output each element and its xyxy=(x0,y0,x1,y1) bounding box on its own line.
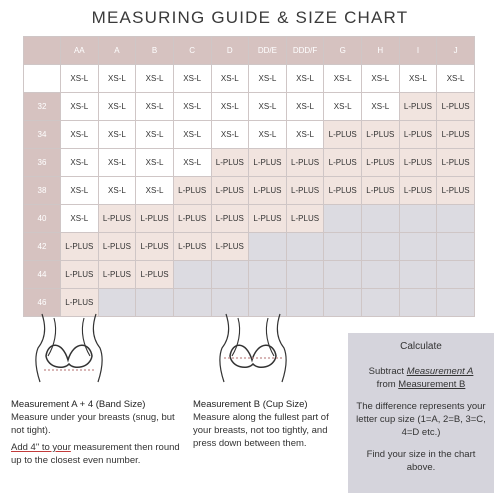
size-cell: L-PLUS xyxy=(211,149,249,177)
measurement-a-reference: Measurement A xyxy=(406,366,474,377)
size-cell: L-PLUS xyxy=(437,93,475,121)
calculate-heading: Calculate xyxy=(400,341,442,352)
size-chart-table xyxy=(23,36,475,317)
size-cell xyxy=(399,205,437,233)
size-cell xyxy=(249,233,287,261)
size-cell: XS-L xyxy=(61,177,99,205)
table-row xyxy=(24,149,475,177)
calculate-line1-pre: Subtract xyxy=(368,366,407,377)
size-cell xyxy=(362,205,400,233)
size-cell: L-PLUS xyxy=(362,177,400,205)
measurement-a-note-underlined: Add 4" to your xyxy=(11,442,71,453)
size-cell: L-PLUS xyxy=(211,205,249,233)
measurement-a-note-rest1: measurement xyxy=(70,442,132,453)
size-cell: L-PLUS xyxy=(173,205,211,233)
size-cell: XS-L xyxy=(136,93,174,121)
size-cell: XS-L xyxy=(211,93,249,121)
size-cell: L-PLUS xyxy=(98,205,136,233)
band-size-label: 30 xyxy=(24,65,61,93)
size-cell: XS-L xyxy=(61,121,99,149)
table-row xyxy=(24,233,475,261)
size-cell xyxy=(173,261,211,289)
column-header: C xyxy=(173,37,211,65)
size-cell: L-PLUS xyxy=(98,233,136,261)
size-cell: XS-L xyxy=(61,93,99,121)
size-cell: XS-L xyxy=(173,149,211,177)
measurement-b-text: Measure along the fullest part of your breasts, not too tightly, and press down between them. xyxy=(193,412,329,449)
column-header: DDD/F xyxy=(286,37,324,65)
calculate-box xyxy=(348,333,494,493)
table-corner xyxy=(24,37,61,65)
size-cell: L-PLUS xyxy=(437,177,475,205)
size-cell xyxy=(136,289,174,317)
size-cell: L-PLUS xyxy=(211,233,249,261)
size-cell: XS-L xyxy=(61,205,99,233)
column-header: AA xyxy=(61,37,99,65)
size-cell: L-PLUS xyxy=(173,233,211,261)
size-cell: XS-L xyxy=(98,65,136,93)
band-size-label: 38 xyxy=(24,177,61,205)
column-header: H xyxy=(362,37,400,65)
size-cell: L-PLUS xyxy=(286,177,324,205)
size-cell xyxy=(286,233,324,261)
table-row xyxy=(24,93,475,121)
size-cell: L-PLUS xyxy=(98,261,136,289)
size-cell xyxy=(362,261,400,289)
size-cell: XS-L xyxy=(362,93,400,121)
column-header: B xyxy=(136,37,174,65)
size-cell: XS-L xyxy=(437,65,475,93)
size-cell xyxy=(437,261,475,289)
size-cell: L-PLUS xyxy=(286,149,324,177)
size-cell: XS-L xyxy=(324,93,362,121)
band-size-label: 34 xyxy=(24,121,61,149)
size-cell xyxy=(362,289,400,317)
size-cell: XS-L xyxy=(173,93,211,121)
page-title: MEASURING GUIDE & SIZE CHART xyxy=(91,8,409,27)
size-cell: L-PLUS xyxy=(324,177,362,205)
size-cell: XS-L xyxy=(399,65,437,93)
measurement-b-caption xyxy=(193,398,343,450)
size-cell: L-PLUS xyxy=(324,121,362,149)
size-cell: XS-L xyxy=(136,121,174,149)
size-cell: L-PLUS xyxy=(362,121,400,149)
size-cell xyxy=(437,289,475,317)
size-cell: XS-L xyxy=(98,93,136,121)
band-size-label: 44 xyxy=(24,261,61,289)
size-cell xyxy=(211,261,249,289)
band-size-label: 32 xyxy=(24,93,61,121)
size-cell: XS-L xyxy=(173,121,211,149)
size-cell: L-PLUS xyxy=(136,261,174,289)
size-cell: L-PLUS xyxy=(249,149,287,177)
measurement-b-reference: Measurement B xyxy=(398,379,466,390)
table-row xyxy=(24,65,475,93)
size-cell xyxy=(324,261,362,289)
size-cell: L-PLUS xyxy=(211,177,249,205)
calculate-line2: The difference represents your letter cup size (1=A, 2=B, 3=C, 4=D etc.) xyxy=(356,401,486,438)
size-cell: L-PLUS xyxy=(249,177,287,205)
size-cell: XS-L xyxy=(249,65,287,93)
size-cell: XS-L xyxy=(98,177,136,205)
size-cell: XS-L xyxy=(136,149,174,177)
size-cell: L-PLUS xyxy=(437,121,475,149)
bra-band-measure-icon xyxy=(24,312,114,384)
table-header-row xyxy=(24,37,475,65)
size-cell: L-PLUS xyxy=(173,177,211,205)
size-cell xyxy=(399,261,437,289)
size-cell: L-PLUS xyxy=(61,289,99,317)
size-cell xyxy=(399,233,437,261)
band-size-label: 46 xyxy=(24,289,61,317)
calculate-line1-mid: from xyxy=(376,379,399,390)
table-row xyxy=(24,121,475,149)
size-cell xyxy=(324,289,362,317)
size-cell: L-PLUS xyxy=(286,205,324,233)
size-cell: L-PLUS xyxy=(399,121,437,149)
measurement-a-caption xyxy=(11,398,181,467)
measurement-a-text: Measure under your breasts (snug, but not tight). xyxy=(11,412,175,436)
size-cell: XS-L xyxy=(286,65,324,93)
size-cell: L-PLUS xyxy=(61,261,99,289)
size-cell: L-PLUS xyxy=(61,233,99,261)
size-cell: XS-L xyxy=(249,93,287,121)
size-cell: XS-L xyxy=(61,65,99,93)
size-cell xyxy=(173,289,211,317)
measurement-a-note-rest2: then round up to the closest even number. xyxy=(11,442,180,466)
column-header: DD/E xyxy=(249,37,287,65)
size-cell xyxy=(249,261,287,289)
size-cell xyxy=(362,233,400,261)
table-row xyxy=(24,177,475,205)
band-size-label: 40 xyxy=(24,205,61,233)
size-cell: L-PLUS xyxy=(399,93,437,121)
size-cell: XS-L xyxy=(324,65,362,93)
size-cell: L-PLUS xyxy=(399,177,437,205)
size-cell xyxy=(437,205,475,233)
table-row xyxy=(24,261,475,289)
size-cell xyxy=(324,233,362,261)
size-cell: L-PLUS xyxy=(324,149,362,177)
column-header: G xyxy=(324,37,362,65)
size-cell xyxy=(437,233,475,261)
bra-cup-measure-icon xyxy=(208,312,298,384)
size-cell: XS-L xyxy=(61,149,99,177)
size-cell: L-PLUS xyxy=(249,205,287,233)
size-cell: L-PLUS xyxy=(136,233,174,261)
size-cell: XS-L xyxy=(98,149,136,177)
size-cell: XS-L xyxy=(249,121,287,149)
size-cell: L-PLUS xyxy=(136,205,174,233)
size-cell: XS-L xyxy=(136,65,174,93)
size-cell: L-PLUS xyxy=(399,149,437,177)
size-cell: XS-L xyxy=(98,121,136,149)
size-cell: L-PLUS xyxy=(437,149,475,177)
size-cell: XS-L xyxy=(286,93,324,121)
size-cell xyxy=(324,205,362,233)
size-cell: XS-L xyxy=(211,121,249,149)
band-size-label: 36 xyxy=(24,149,61,177)
calculate-line3: Find your size in the chart above. xyxy=(366,449,476,473)
size-cell: XS-L xyxy=(286,121,324,149)
table-row xyxy=(24,205,475,233)
size-cell: XS-L xyxy=(173,65,211,93)
size-cell: XS-L xyxy=(211,65,249,93)
measurement-a-heading: Measurement A + 4 (Band Size) xyxy=(11,399,146,410)
size-cell: L-PLUS xyxy=(362,149,400,177)
measurement-b-heading: Measurement B (Cup Size) xyxy=(193,399,308,410)
column-header: J xyxy=(437,37,475,65)
band-size-label: 42 xyxy=(24,233,61,261)
size-cell xyxy=(286,261,324,289)
column-header: I xyxy=(399,37,437,65)
size-cell: XS-L xyxy=(136,177,174,205)
column-header: A xyxy=(98,37,136,65)
size-cell: XS-L xyxy=(362,65,400,93)
column-header: D xyxy=(211,37,249,65)
size-cell xyxy=(399,289,437,317)
